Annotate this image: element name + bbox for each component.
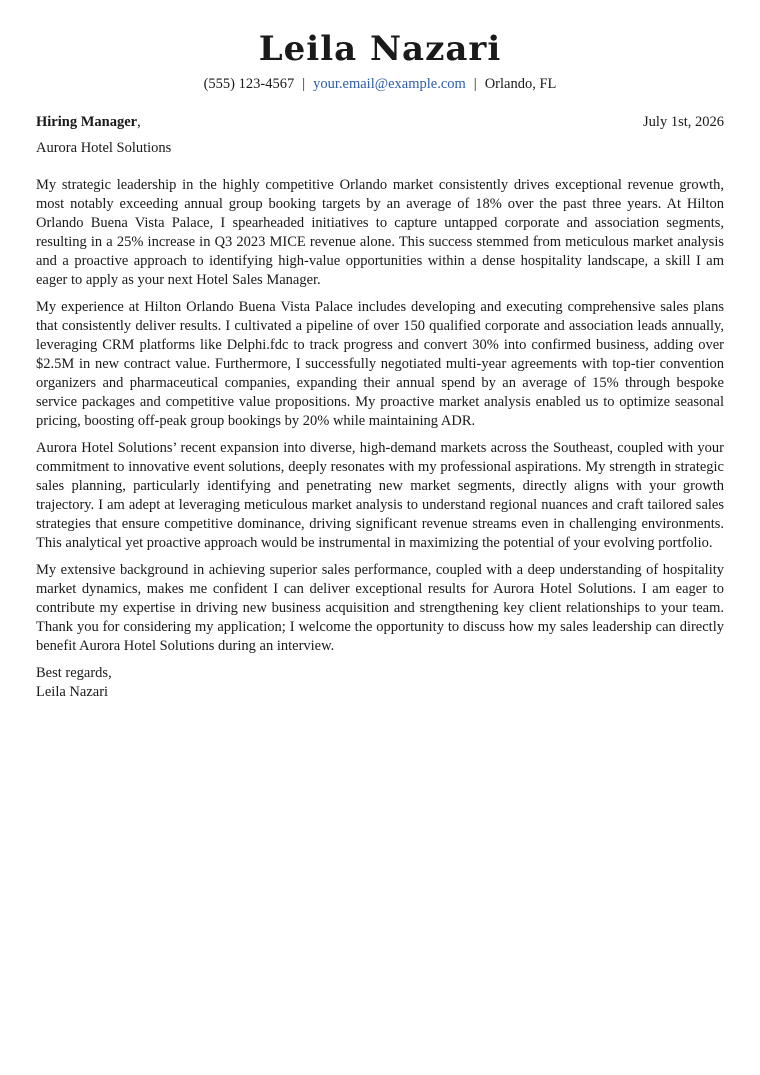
recipient-line: [36, 112, 141, 132]
body-paragraph: Aurora Hotel Solutions’ recent expansion into diverse, high-demand markets across the Southeast, coupled with your commitment to innovative event solutions, deeply resonates with my professional aspirations. My strength in strategic sales planning, particularly identifying and penetrating new market segments, directly aligns with your growth trajectory. I am adept at leveraging meticulous market analysis to understand regional nuances and craft tailored sales strategies that ensure competitive dominance, driving significant revenue streams even in challenging environments. This analytical yet proactive approach would be instrumental in maximizing the potential of your evolving portfolio.: [36, 440, 724, 551]
contact-separator: |: [302, 76, 306, 92]
body-paragraph: My extensive background in achieving superior sales performance, coupled with a deep understanding of hospitality market dynamics, makes me confident I can deliver exceptional results for Aurora Hotel Solutions. I am eager to contribute my expertise in driving new business acquisition and strengthening key client relationships to your team. Thank you for considering my application; I welcome the opportunity to discuss how my sales leadership can directly benefit Aurora Hotel Solutions during an interview.: [36, 562, 724, 654]
letter-date: July 1st, 2026: [643, 114, 724, 130]
closing-signature: Leila Nazari: [36, 684, 109, 700]
closing-block: [36, 664, 724, 702]
location: Orlando, FL: [484, 76, 557, 92]
recipient-date-row: [36, 112, 724, 132]
letter-body: [36, 176, 724, 656]
body-paragraph: My experience at Hilton Orlando Buena Vista Palace includes developing and executing comprehensive sales plans that consistently deliver results. I cultivated a pipeline of over 150 qualified corporate and association leads annually, leveraging CRM platforms like Delphi.fdc to track progress and convert 30% into confirmed business, adding over $2.5M in new contract value. Furthermore, I successfully negotiated multi-year agreements with top-tier convention organizers and pharmaceutical companies, expanding their annual spend by an average of 15% through bespoke service packages and competitive value propositions. My proactive market analysis enabled us to optimize seasonal pricing, boosting off-peak group bookings by 20% while maintaining ADR.: [36, 299, 724, 429]
phone-number: (555) 123-4567: [203, 76, 295, 92]
email-link[interactable]: your.email@example.com: [313, 76, 466, 92]
recipient-company: Aurora Hotel Solutions: [36, 140, 172, 156]
contact-line: [36, 74, 724, 94]
recipient-name: Hiring Manager: [36, 114, 138, 130]
applicant-name: Leila Nazari: [258, 29, 502, 69]
recipient-suffix: ,: [137, 114, 141, 130]
body-paragraph: My strategic leadership in the highly competitive Orlando market consistently drives exceptional revenue growth, most notably exceeding annual group booking targets by an average of 18% over the past three years. At Hilton Orlando Buena Vista Palace, I spearheaded initiatives to capture untapped corporate and association segments, resulting in a 25% increase in Q3 2023 MICE revenue alone. This success stemmed from meticulous market analysis and a proactive approach to identifying high-value opportunities within a dense hospitality landscape, a skill I am eager to apply as your next Hotel Sales Manager.: [36, 177, 724, 288]
contact-separator: |: [473, 76, 477, 92]
closing-salutation: Best regards,: [36, 665, 112, 681]
